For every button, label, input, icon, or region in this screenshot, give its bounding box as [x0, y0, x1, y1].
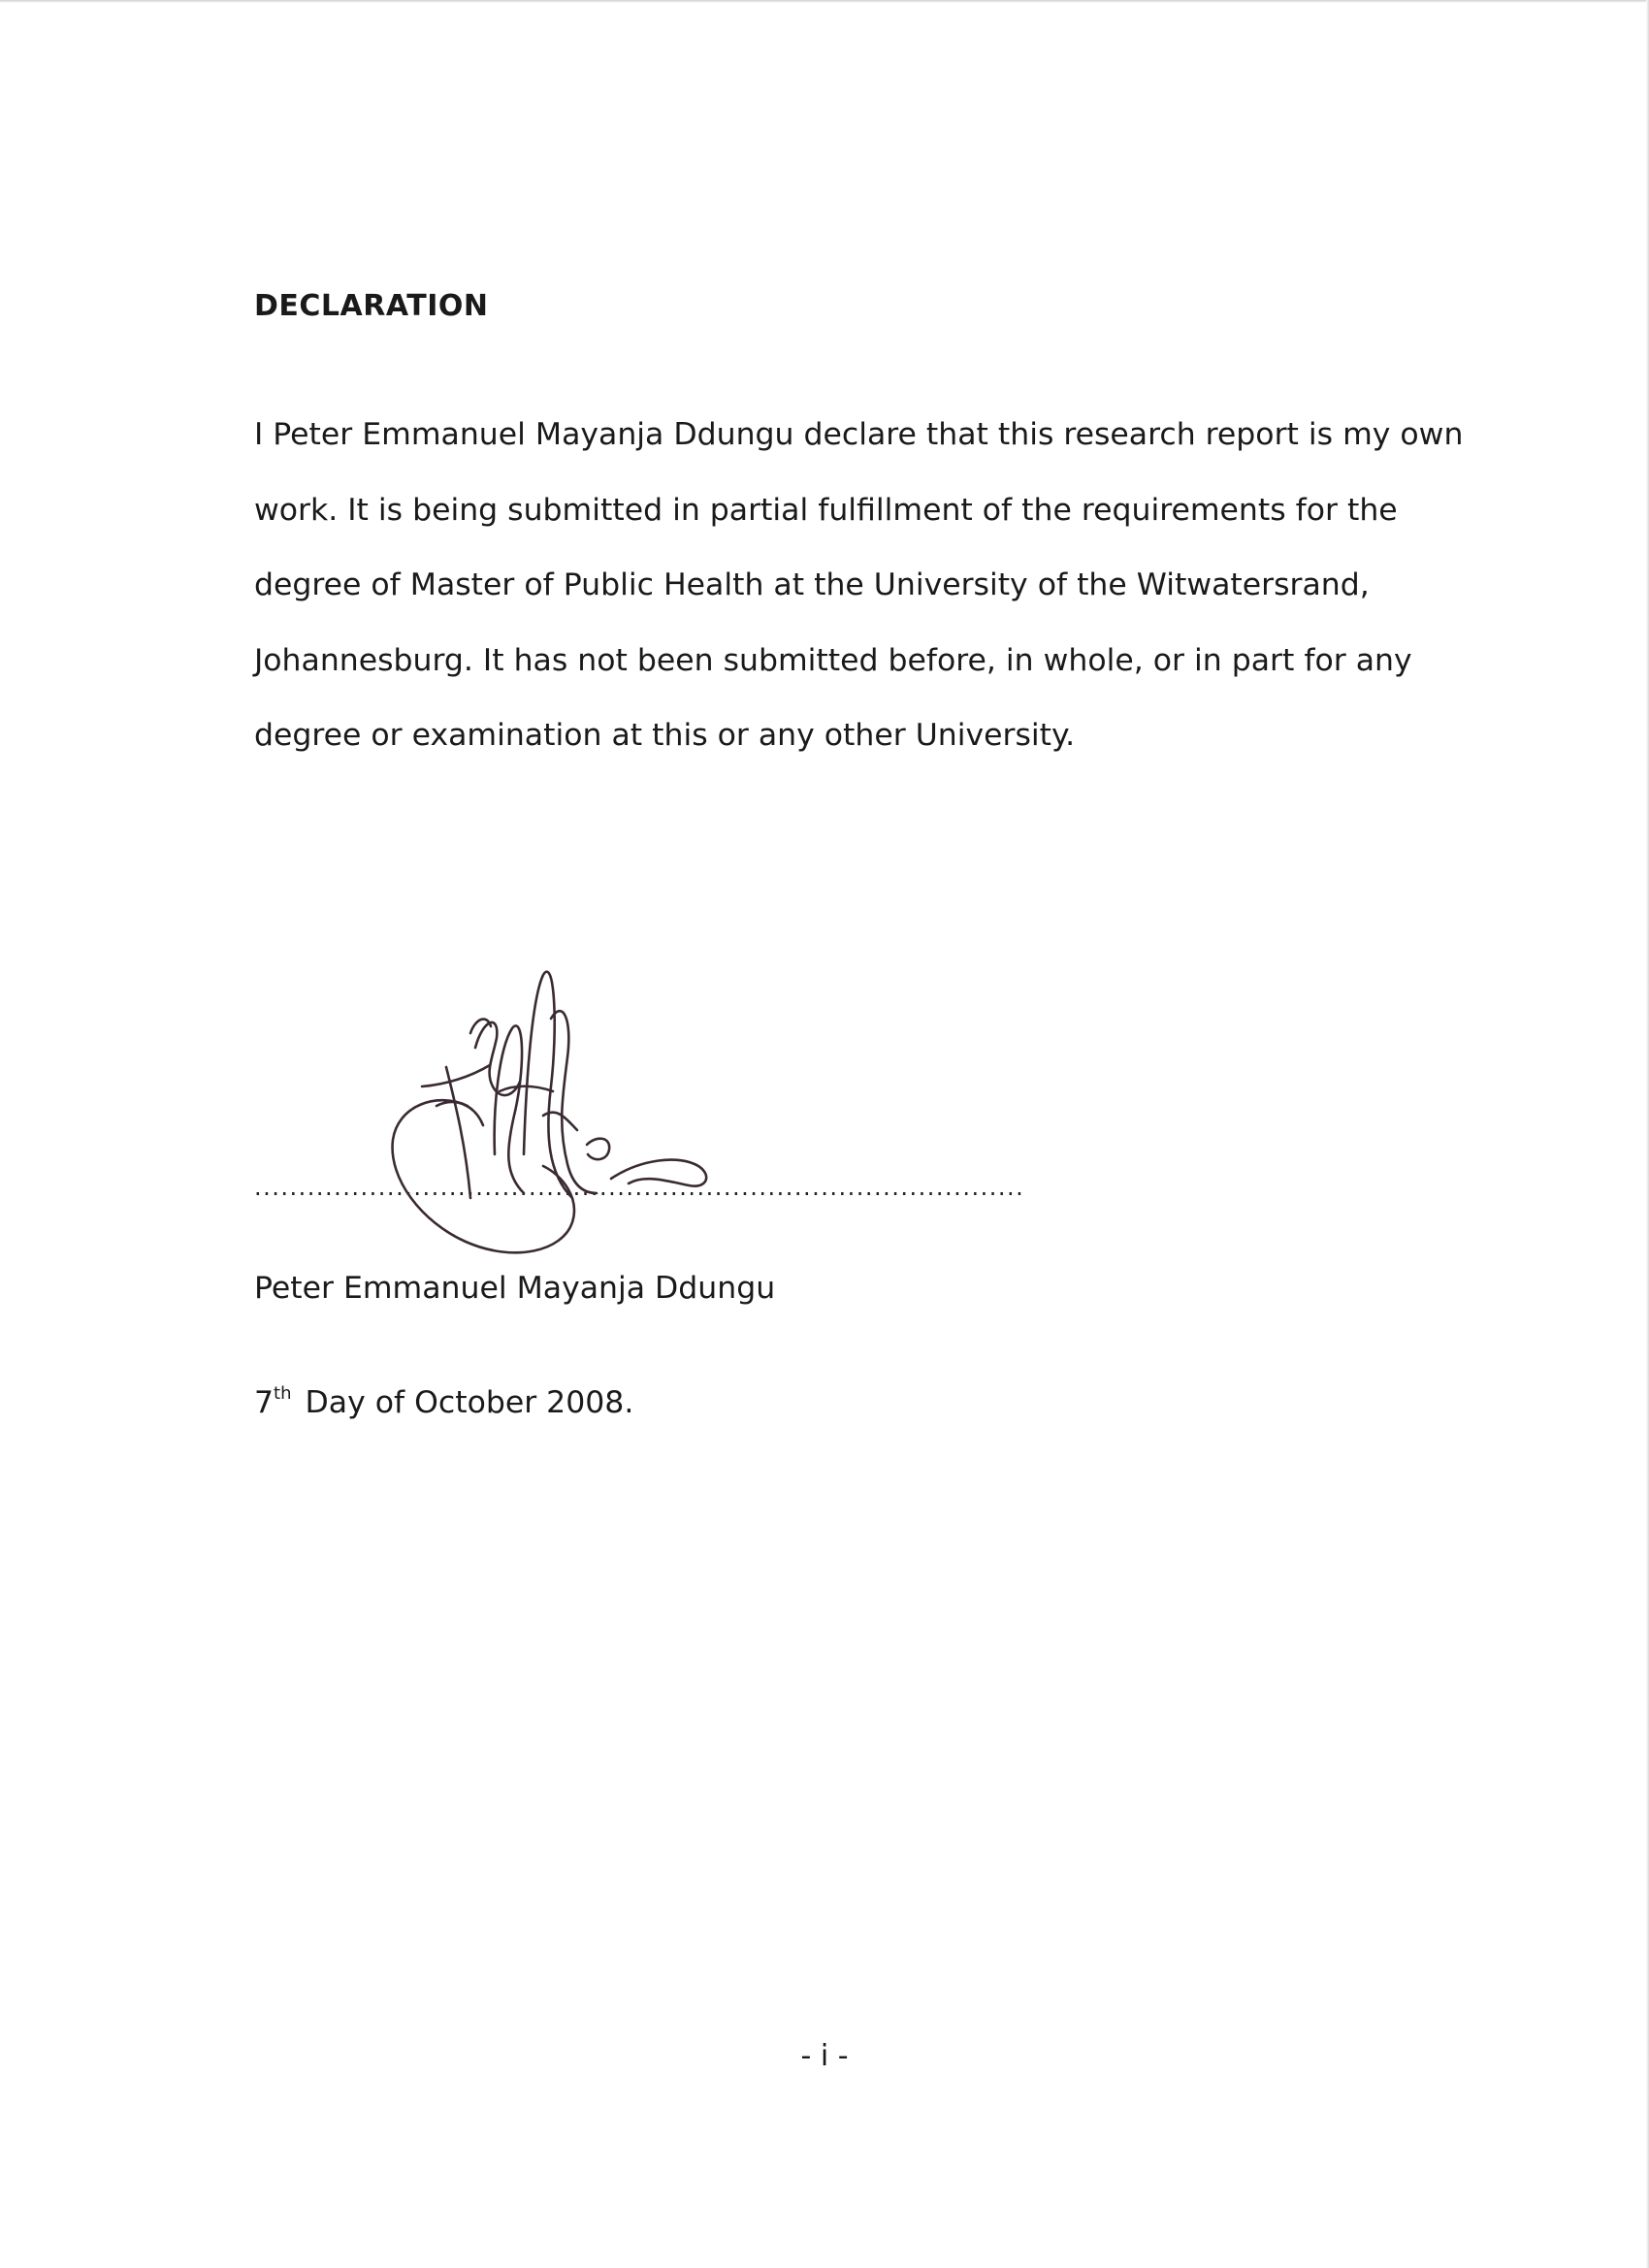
body-line: work. It is being submitted in partial fulfillment of the requirements for the	[254, 492, 1398, 528]
scan-edge-top	[0, 0, 1649, 3]
signature-stroke	[422, 1065, 490, 1198]
handwritten-signature	[378, 960, 728, 1271]
declaration-body	[254, 398, 1464, 774]
signature-stroke	[495, 1025, 524, 1193]
signature-dotted-line: .......................................................................................	[254, 1174, 1025, 1201]
declaration-heading: DECLARATION	[254, 289, 489, 323]
signature-stroke	[611, 1160, 706, 1186]
signature-block	[254, 960, 1025, 1271]
body-line: degree of Master of Public Health at the University of the Witwatersrand,	[254, 567, 1370, 602]
body-line: degree or examination at this or any other University.	[254, 718, 1076, 753]
page-number: - i -	[800, 2039, 849, 2073]
signer-name: Peter Emmanuel Mayanja Ddungu	[254, 1271, 776, 1306]
body-line: I Peter Emmanuel Mayanja Ddungu declare that this research report is my own	[254, 417, 1464, 452]
signature-stroke	[587, 1139, 609, 1159]
declaration-date	[254, 1385, 633, 1420]
date-day-number: 7	[254, 1385, 275, 1420]
signature-stroke	[551, 1011, 597, 1193]
date-day-suffix: th	[274, 1383, 292, 1404]
date-rest: Day of October 2008.	[305, 1385, 634, 1420]
body-line: Johannesburg. It has not been submitted before, in whole, or in part for any	[254, 642, 1412, 678]
